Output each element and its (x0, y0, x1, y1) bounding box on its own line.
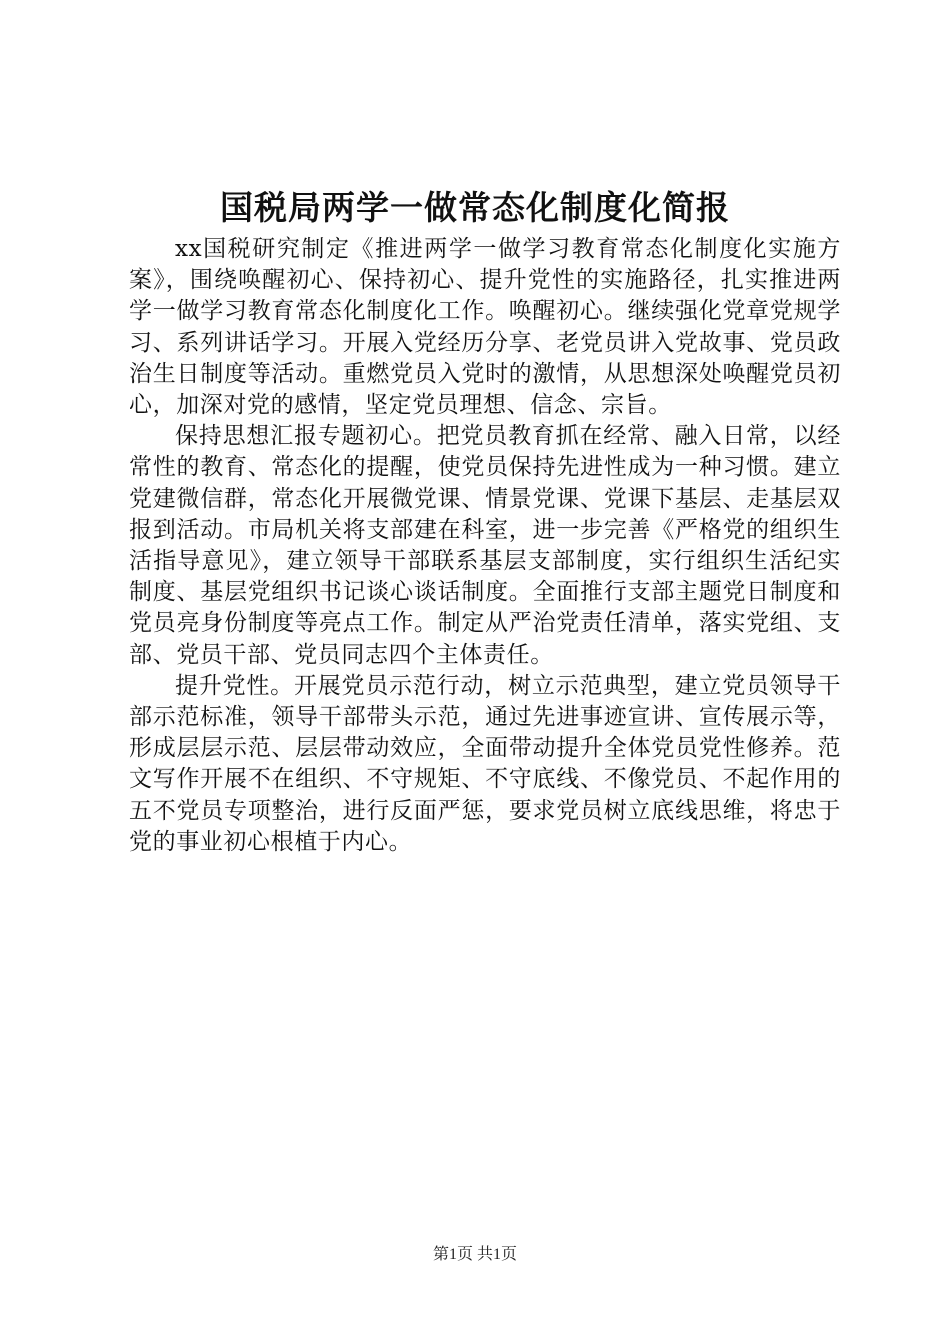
paragraph-1: xx国税研究制定《推进两学一做学习教育常态化制度化实施方案》，围绕唤醒初心、保持初心、提升党性的实施路径，扎实推进两学一做学习教育常态化制度化工作。唤醒初心。继续强化党章党规学习、系列讲话学习。开展入党经历分享、老党员讲入党故事、党员政治生日制度等活动。重燃党员入党时的激情，从思想深处唤醒党员初心，加深对党的感情，坚定党员理想、信念、宗旨。 (129, 236, 841, 419)
paragraph-2: 保持思想汇报专题初心。把党员教育抓在经常、融入日常，以经常性的教育、常态化的提醒，使党员保持先进性成为一种习惯。建立党建微信群，常态化开展微党课、情景党课、党课下基层、走基层双报到活动。市局机关将支部建在科室，进一步完善《严格党的组织生活指导意见》，建立领导干部联系基层支部制度，实行组织生活纪实制度、基层党组织书记谈心谈话制度。全面推行支部主题党日制度和党员亮身份制度等亮点工作。制定从严治党责任清单，落实党组、支部、党员干部、党员同志四个主体责任。 (129, 423, 841, 668)
document-body (129, 234, 841, 858)
paragraph-3: 提升党性。开展党员示范行动，树立示范典型，建立党员领导干部示范标准，领导干部带头示范，通过先进事迹宣讲、宣传展示等，形成层层示范、层层带动效应，全面带动提升全体党员党性修养。范文写作开展不在组织、不守规矩、不守底线、不像党员、不起作用的五不党员专项整治，进行反面严惩，要求党员树立底线思维，将忠于党的事业初心根植于内心。 (129, 672, 841, 855)
page-title: 国税局两学一做常态化制度化简报 (220, 188, 730, 227)
page-footer: 第1页 共1页 (432, 1246, 517, 1263)
